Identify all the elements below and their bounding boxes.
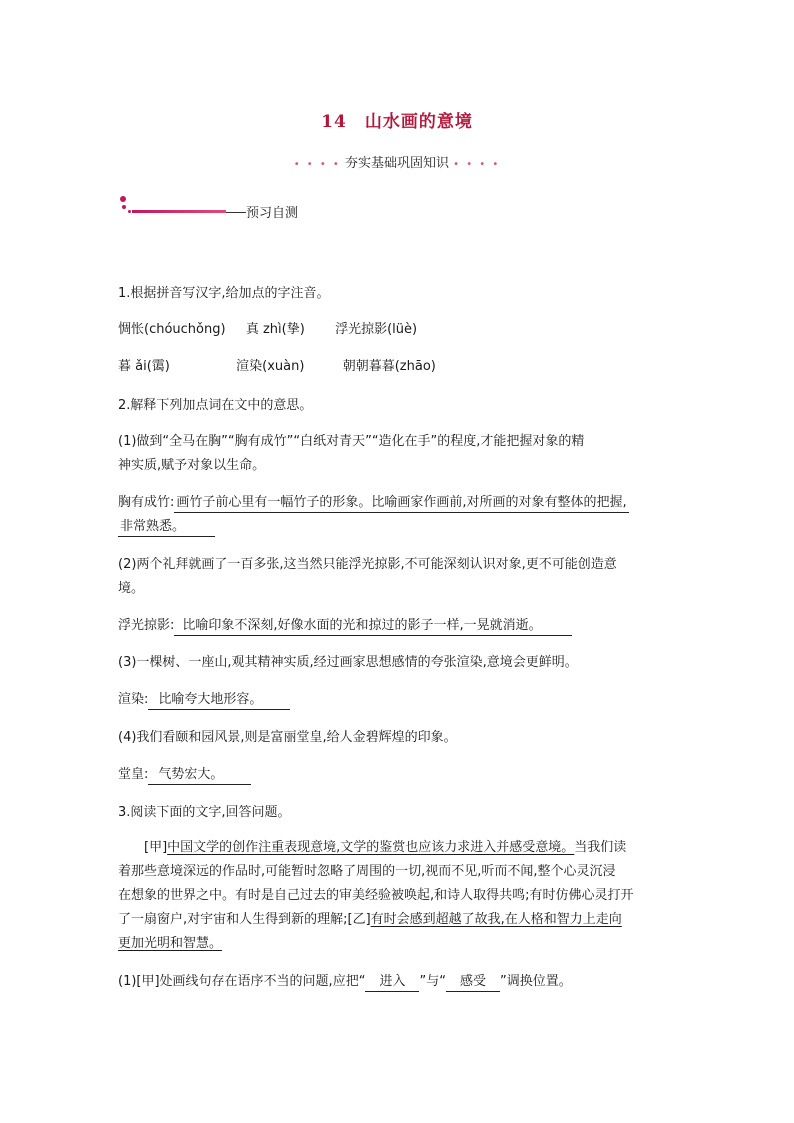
decor-dots-left: • • • • bbox=[293, 159, 341, 170]
q3-sub1 bbox=[118, 972, 572, 992]
q3-passage-line: 在想象的世界之中。有时是自己过去的审美经验被唤起,和诗人取得共鸣;有时仿佛心灵打开 bbox=[118, 888, 634, 903]
q2-answer-1-cont bbox=[118, 517, 215, 537]
q2-sentence-3: (3)一棵树、一座山,观其精神实质,经过画家思想感情的夸张渲染,意境会更鲜明。 bbox=[118, 655, 578, 670]
q2-sentence-1: (1)做到“全马在胸”“胸有成竹”“白纸对青天”“造化在手”的程度,才能把握对象的精 bbox=[118, 434, 585, 449]
section-banner-label: 夯实基础巩固知识 bbox=[344, 156, 449, 171]
q1-item: 浮光掠影(lüè) bbox=[335, 322, 418, 337]
q1-item: 暮 ǎi(霭) bbox=[118, 359, 170, 374]
decor-line bbox=[226, 212, 246, 213]
underlined-sentence-jia: 中国文学的创作注重表现意境,文学的鉴赏也应该力求进入并感受意境。 bbox=[167, 840, 575, 855]
q2-answer-1 bbox=[118, 493, 629, 513]
passage-text: 当我们读 bbox=[574, 840, 627, 855]
q1-row2 bbox=[118, 357, 436, 377]
question-text: (1)[甲]处画线句存在语序不当的问题,应把“ bbox=[118, 974, 366, 989]
answer-label: 渲染: bbox=[118, 692, 149, 707]
q2-sentence-2: (2)两个礼拜就画了一百多张,这当然只能浮光掠影,不可能深刻认识对象,更不可能创造意 bbox=[118, 557, 617, 572]
passage-text: 了一扇窗户,对宇宙和人生得到新的理解;[乙] bbox=[118, 912, 371, 927]
decor-bullet-icon bbox=[120, 196, 126, 202]
q2-answer-3 bbox=[118, 690, 290, 710]
subhead-label: 预习自测 bbox=[246, 206, 299, 221]
answer-blank: 进入 bbox=[365, 973, 419, 992]
q2-answer-4 bbox=[118, 765, 251, 785]
underlined-sentence-yi: 有时会感到超越了故我,在人格和智力上走向 bbox=[370, 912, 622, 927]
answer-text: 气势宏大。 bbox=[148, 766, 251, 785]
subhead bbox=[118, 196, 318, 222]
q1-item: 惆怅(chóuchǒng) bbox=[118, 322, 226, 337]
q2-prompt: 2.解释下列加点词在文中的意思。 bbox=[118, 398, 313, 413]
section-banner bbox=[0, 152, 794, 171]
decor-bullet-icon bbox=[128, 210, 131, 213]
answer-text: 比喻印象不深刻,好像水面的光和掠过的影子一样,一晃就消逝。 bbox=[174, 617, 571, 636]
q1-row1 bbox=[118, 320, 417, 340]
answer-label: 浮光掠影: bbox=[118, 618, 175, 633]
q1-item: 朝朝暮暮(zhāo) bbox=[342, 359, 436, 374]
q1-item: 真 zhì(挚) bbox=[245, 322, 305, 337]
q3-passage-line bbox=[118, 910, 622, 930]
q2-sentence-2-cont: 境。 bbox=[118, 581, 145, 596]
answer-text: 非常熟悉。 bbox=[118, 518, 215, 537]
question-text: ”调换位置。 bbox=[499, 974, 572, 989]
underlined-sentence-yi-cont: 更加光明和智慧。 bbox=[118, 936, 223, 951]
decor-bar bbox=[132, 210, 226, 213]
q3-passage-line bbox=[118, 934, 222, 954]
marker: [甲] bbox=[144, 840, 168, 855]
answer-label: 胸有成竹: bbox=[118, 495, 175, 510]
decor-bullet-icon bbox=[122, 205, 126, 209]
q2-sentence-1-cont: 神实质,赋予对象以生命。 bbox=[118, 458, 266, 473]
q1-prompt: 1.根据拼音写汉字,给加点的字注音。 bbox=[118, 286, 330, 301]
answer-text: 比喻夸大地形容。 bbox=[148, 691, 290, 710]
q3-passage-line bbox=[144, 838, 626, 858]
q2-sentence-4: (4)我们看颐和园风景,则是富丽堂皇,给人金碧辉煌的印象。 bbox=[118, 730, 457, 745]
decor-dots-right: • • • • bbox=[453, 159, 501, 170]
answer-label: 堂皇: bbox=[118, 767, 149, 782]
lesson-title: 14 山水画的意境 bbox=[321, 112, 473, 132]
q2-answer-2 bbox=[118, 616, 572, 636]
answer-blank: 感受 bbox=[446, 973, 500, 992]
answer-text: 画竹子前心里有一幅竹子的形象。比喻画家作画前,对所画的对象有整体的把握, bbox=[174, 494, 628, 513]
q3-prompt: 3.阅读下面的文字,回答问题。 bbox=[118, 805, 291, 820]
q1-item: 渲染(xuàn) bbox=[236, 359, 305, 374]
q3-passage-line: 着那些意境深远的作品时,可能暂时忽略了周围的一切,视而不见,听而不闻,整个心灵沉浸 bbox=[118, 864, 616, 879]
question-text: ”与“ bbox=[419, 974, 446, 989]
